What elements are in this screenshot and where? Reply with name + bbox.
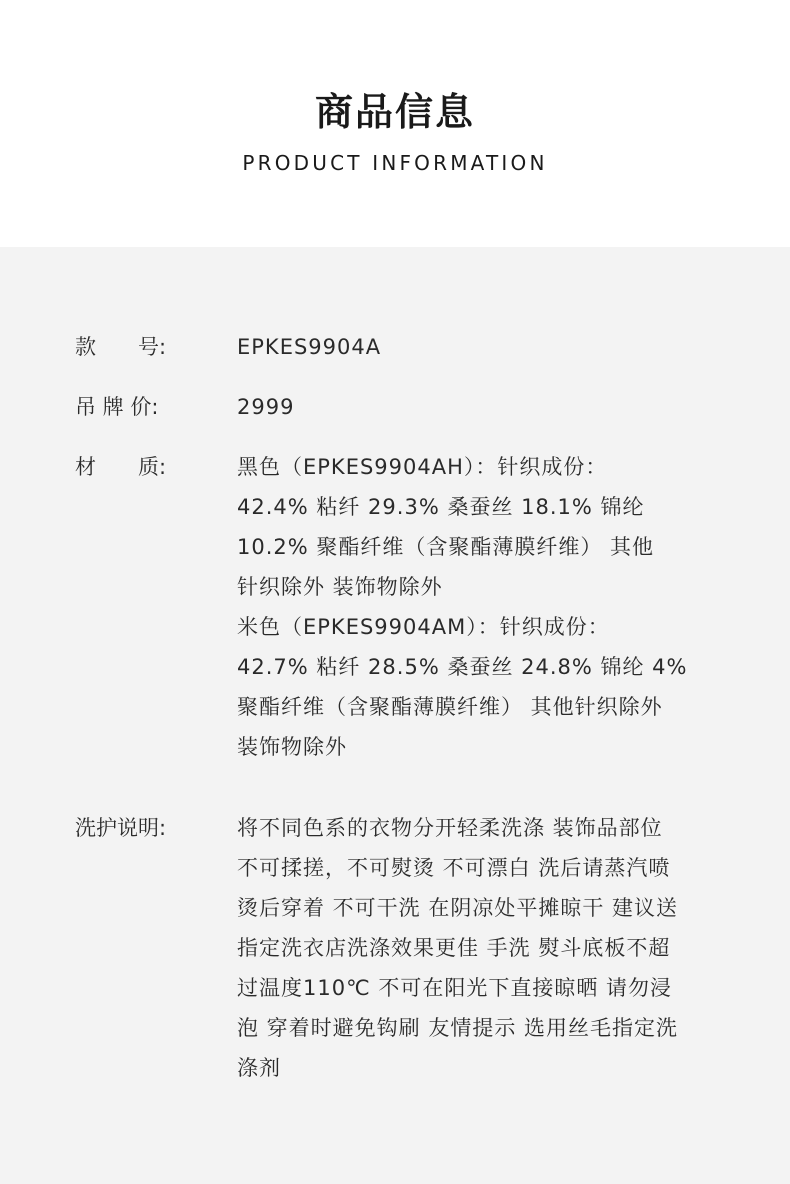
- material-label: 材 质:: [75, 455, 167, 479]
- care-instructions-value: [237, 808, 757, 1088]
- page-subtitle: PRODUCT INFORMATION: [242, 151, 548, 175]
- care-line: 泡 穿着时避免钩刷 友情提示 选用丝毛指定洗: [237, 1016, 679, 1040]
- care-line: 指定洗衣店洗涤效果更佳 手洗 熨斗底板不超: [237, 936, 671, 960]
- tag-price-value: 2999: [237, 395, 295, 419]
- material-line: 聚酯纤维（含聚酯薄膜纤维） 其他针织除外: [237, 695, 663, 719]
- care-instructions-label: 洗护说明:: [75, 816, 167, 840]
- care-line: 过温度110℃ 不可在阳光下直接晾晒 请勿浸: [237, 976, 673, 1000]
- style-number-label: 款 号:: [75, 335, 167, 359]
- material-line: 装饰物除外: [237, 735, 347, 759]
- material-line: 10.2% 聚酯纤维（含聚酯薄膜纤维） 其他: [237, 535, 655, 559]
- page-title: 商品信息: [314, 90, 475, 134]
- material-line: 42.4% 粘纤 29.3% 桑蚕丝 18.1% 锦纶: [237, 495, 645, 519]
- care-line: 将不同色系的衣物分开轻柔洗涤 装饰品部位: [237, 816, 663, 840]
- material-line: 针织除外 装饰物除外: [237, 575, 443, 599]
- style-number-value: EPKES9904A: [237, 335, 382, 359]
- material-line: 米色（EPKES9904AM）：针织成份：: [237, 615, 610, 639]
- material-line: 42.7% 粘纤 28.5% 桑蚕丝 24.8% 锦纶 4%: [237, 655, 688, 679]
- care-line: 涤剂: [237, 1056, 281, 1080]
- tag-price-label: 吊 牌 价:: [75, 395, 159, 419]
- material-line: 黑色（EPKES9904AH）：针织成份：: [237, 455, 608, 479]
- page-header: [0, 0, 790, 247]
- care-line: 烫后穿着 不可干洗 在阴凉处平摊晾干 建议送: [237, 896, 679, 920]
- material-value: [237, 447, 757, 767]
- product-info-panel: [0, 247, 790, 1184]
- care-line: 不可揉搓，不可熨烫 不可漂白 洗后请蒸汽喷: [237, 856, 671, 880]
